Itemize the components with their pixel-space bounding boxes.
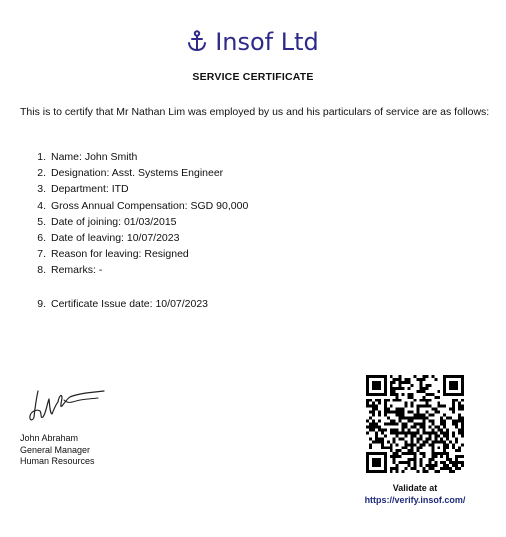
item-text: Name: John Smith — [51, 151, 138, 163]
item-number: 9. — [37, 298, 46, 310]
validate-link[interactable]: https://verify.insof.com/ — [364, 495, 466, 505]
item-number: 4. — [37, 199, 46, 212]
company-logo — [0, 26, 506, 60]
item-text: Date of joining: 01/03/2015 — [51, 215, 177, 228]
document-title: SERVICE CERTIFICATE — [192, 71, 314, 83]
item-text: Designation: Asst. Systems Engineer — [51, 167, 224, 180]
item-number: 2. — [37, 167, 46, 180]
item-number: 8. — [37, 264, 46, 277]
signatory-name: John Abraham — [20, 433, 79, 443]
signatory-block — [20, 433, 95, 468]
anchor-icon — [187, 28, 207, 60]
company-name: Insof Ltd — [215, 28, 319, 56]
intro-paragraph: This is to certify that Mr Nathan Lim was employed by us and his particulars of service are as follows: — [20, 106, 490, 118]
item-number: 1. — [37, 151, 46, 163]
item-text: Date of leaving: 10/07/2023 — [51, 232, 180, 244]
item-text: Department: ITD — [51, 183, 129, 196]
signatory-department: Human Resources — [20, 456, 95, 466]
item-number: 3. — [37, 183, 46, 196]
qr-code[interactable] — [366, 375, 464, 473]
item-number: 6. — [37, 232, 46, 244]
validate-label: Validate at — [392, 483, 438, 493]
signatory-title: General Manager — [20, 444, 91, 455]
item-text: Remarks: - — [51, 264, 103, 277]
item-text: Certificate Issue date: 10/07/2023 — [51, 298, 209, 310]
item-text: Reason for leaving: Resigned — [51, 248, 189, 261]
item-number: 7. — [37, 248, 46, 261]
item-text: Gross Annual Compensation: SGD 90,000 — [51, 199, 249, 212]
validation-block — [330, 482, 500, 506]
signature-image — [24, 384, 114, 424]
item-number: 5. — [37, 215, 46, 228]
